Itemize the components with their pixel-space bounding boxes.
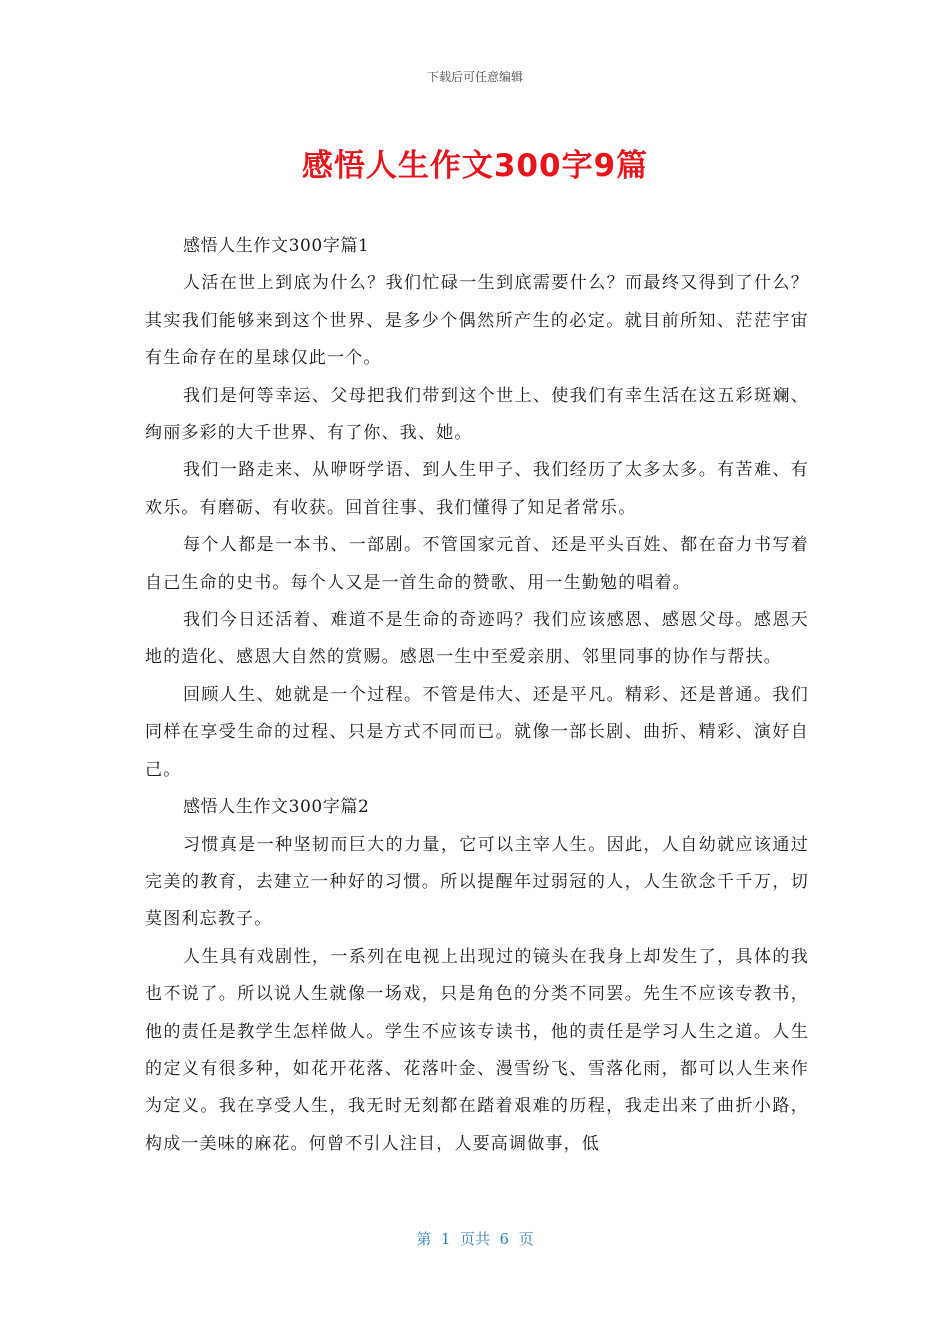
paragraph: 每个人都是一本书、一部剧。不管国家元首、还是平头百姓、都在奋力书写着自己生命的史书。每个人又是一首生命的赞歌、用一生勤勉的唱着。 xyxy=(145,535,809,593)
paragraph: 我们今日还活着、难道不是生命的奇迹吗？我们应该感恩、感恩父母。感恩天地的造化、感恩大自然的赏赐。感恩一生中至爱亲朋、邻里同事的协作与帮扶。 xyxy=(145,610,809,668)
section-heading: 感悟人生作文300字篇1 xyxy=(183,236,370,256)
header-note: 下载后可任意编辑 xyxy=(426,70,523,84)
paragraph: 我们是何等幸运、父母把我们带到这个世上、使我们有幸生活在这五彩斑斓、绚丽多彩的大千世界、有了你、我、她。 xyxy=(145,385,809,444)
section xyxy=(145,228,809,789)
document-title: 感悟人生作文300字9篇 xyxy=(301,148,649,184)
page-footer: 第 1 页共 6 页 xyxy=(416,1230,534,1248)
paragraph: 回顾人生、她就是一个过程。不管是伟大、还是平凡。精彩、还是普通。我们同样在享受生命的过程、只是方式不同而已。就像一部长剧、曲折、精彩、演好自己。 xyxy=(145,684,809,780)
paragraph: 习惯真是一种坚韧而巨大的力量，它可以主宰人生。因此，人自幼就应该通过完美的教育，去建立一种好的习惯。所以提醒年过弱冠的人，人生欲念千千万，切莫图利忘教子。 xyxy=(145,834,809,930)
document-body xyxy=(145,228,809,1163)
paragraph: 人生具有戏剧性，一系列在电视上出现过的镜头在我身上却发生了，具体的我也不说了。所以说人生就像一场戏，只是角色的分类不同罢。先生不应该专教书，他的责任是教学生怎样做人。学生不应该专读书，他的责任是学习人生之道。人生的定义有很多种，如花开花落、花落叶金、漫雪纷飞、雪落化雨，都可以人生来作为定义。我在享受人生，我无时无刻都在踏着艰难的历程，我走出来了曲折小路，构成一美味的麻花。何曾不引人注目，人要高调做事，低 xyxy=(145,946,809,1154)
paragraph: 人活在世上到底为什么？我们忙碌一生到底需要什么？而最终又得到了什么？其实我们能够来到这个世界、是多少个偶然所产生的必定。就目前所知、茫茫宇宙有生命存在的星球仅此一个。 xyxy=(145,273,809,369)
section xyxy=(145,789,809,1163)
paragraph: 我们一路走来、从咿呀学语、到人生甲子、我们经历了太多太多。有苦难、有欢乐。有磨砺、有收获。回首往事、我们懂得了知足者常乐。 xyxy=(145,460,809,518)
section-heading: 感悟人生作文300字篇2 xyxy=(183,797,370,818)
